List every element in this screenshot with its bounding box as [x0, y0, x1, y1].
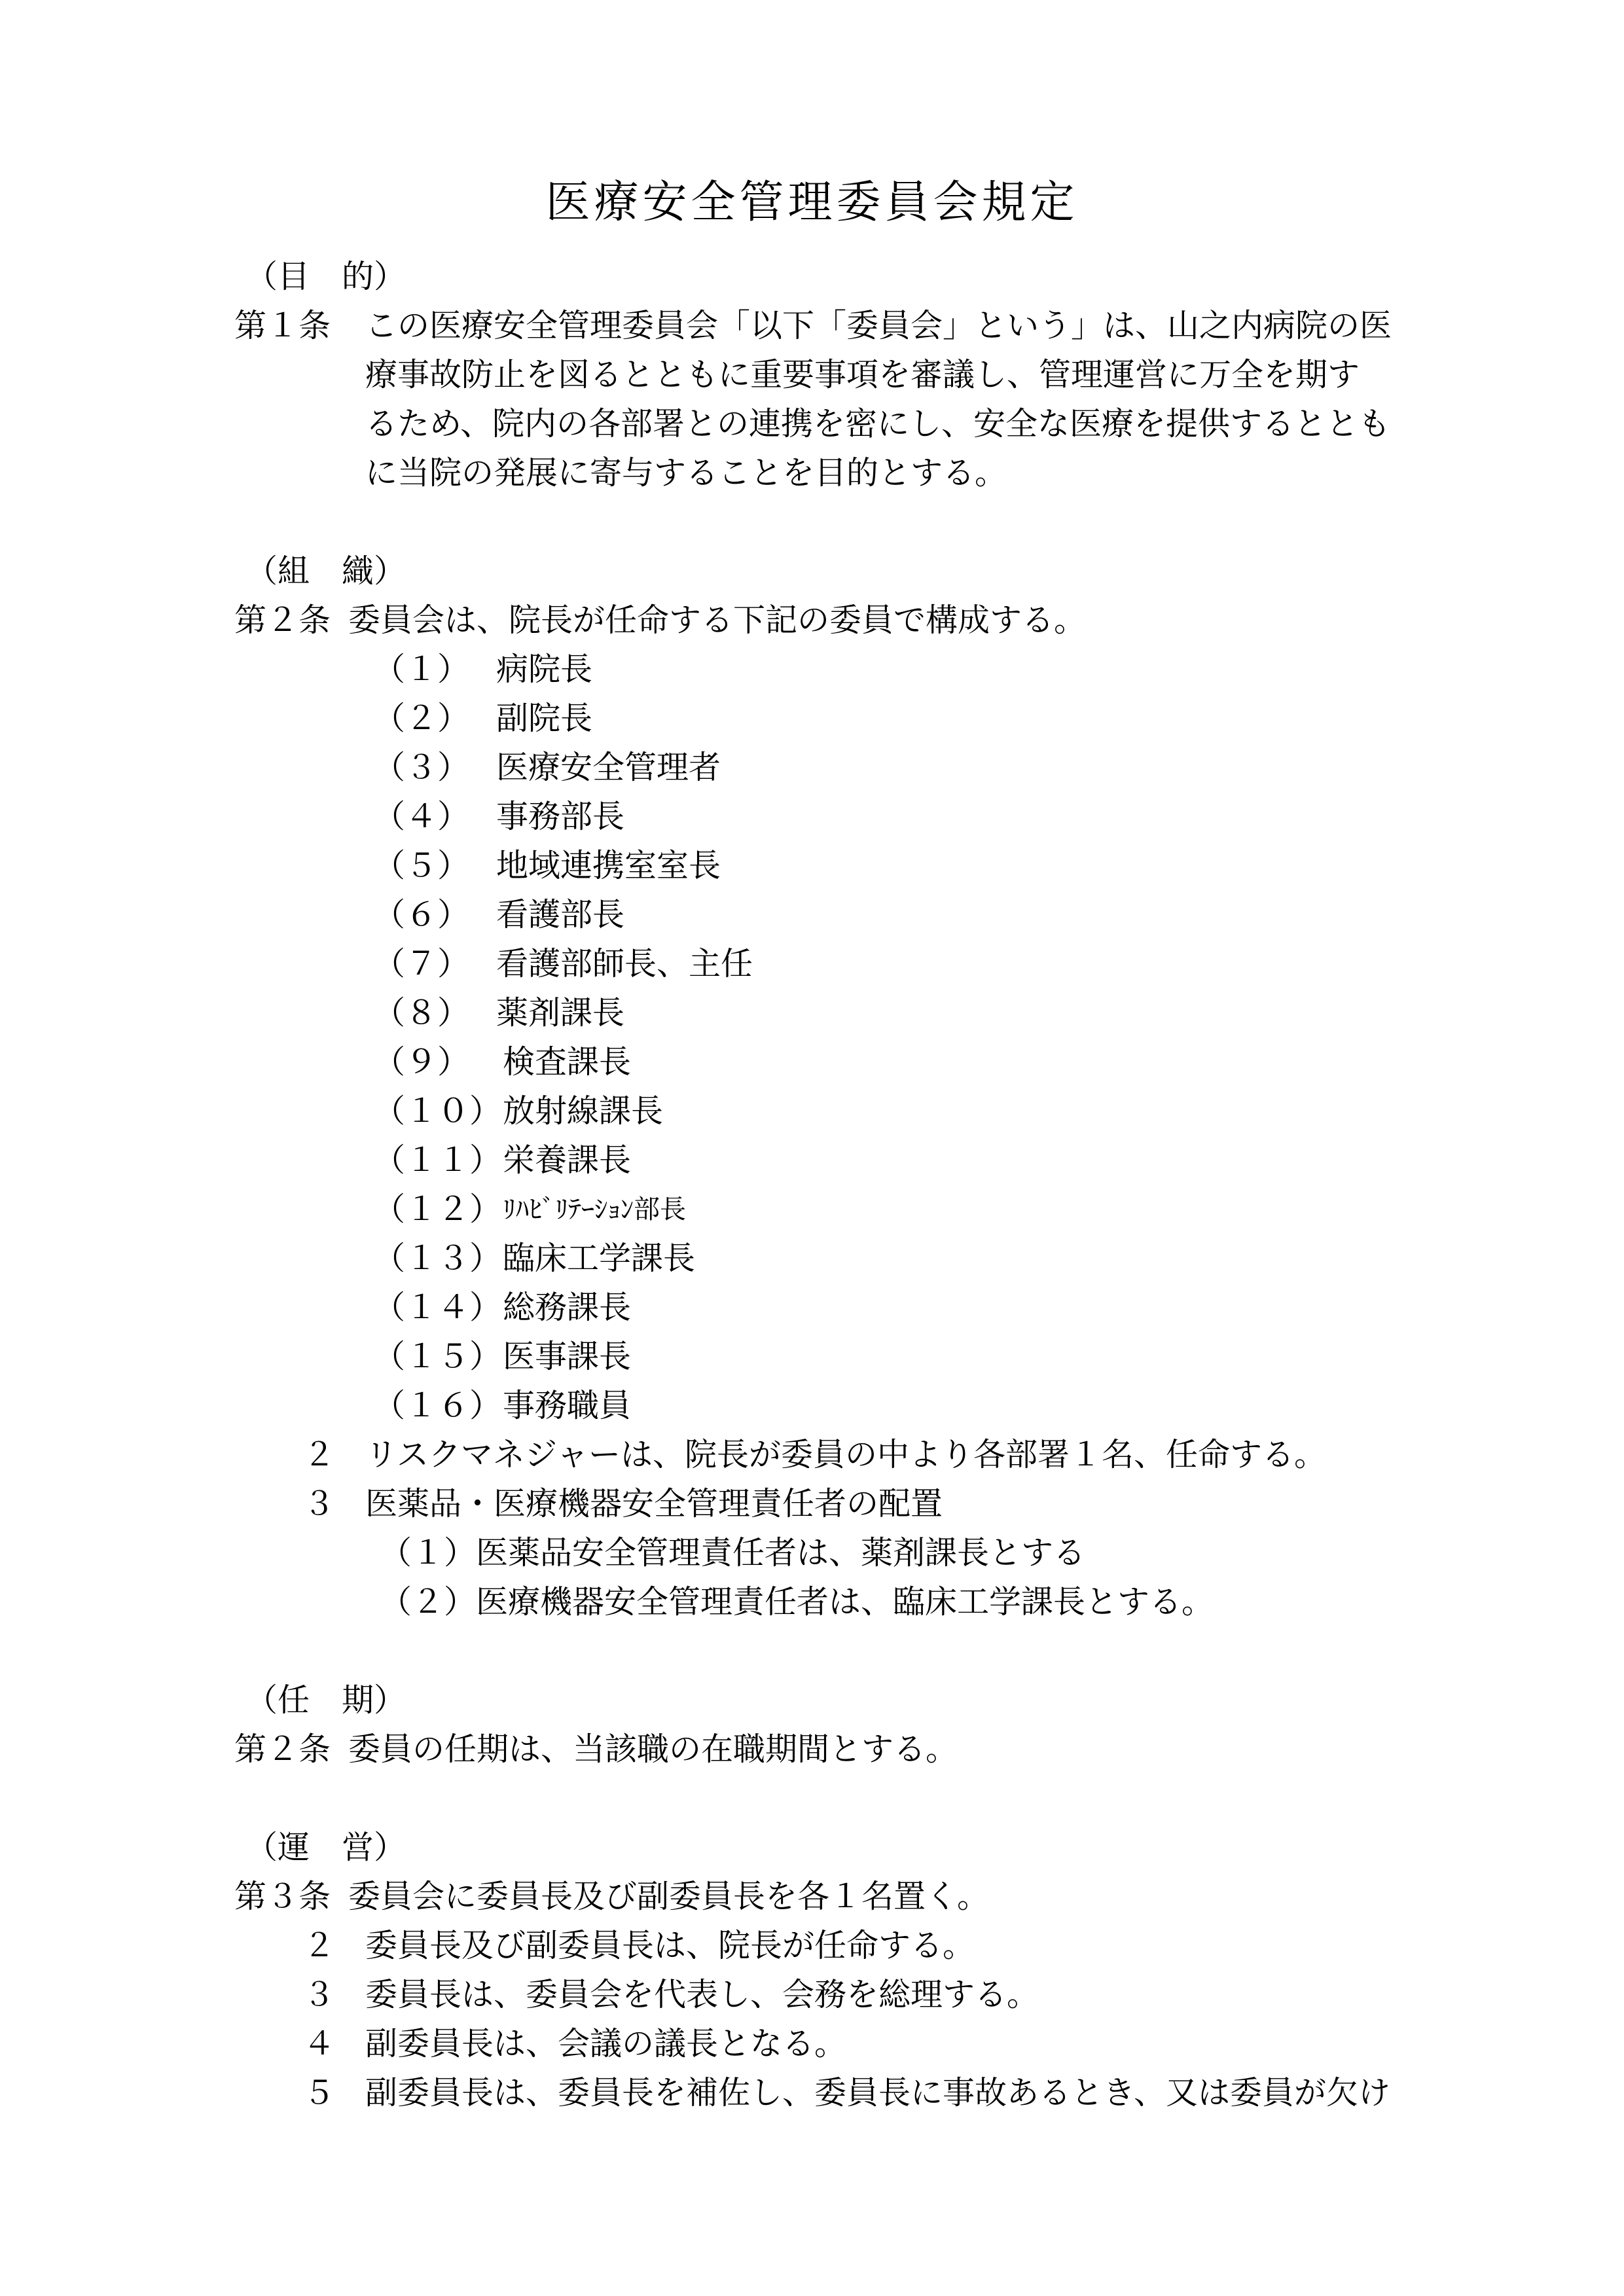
purpose-text-line: この医療安全管理委員会「以下「委員会」という」は、山之内病院の医: [365, 307, 1392, 344]
clause-text: 医薬品・医療機器安全管理責任者の配置: [365, 1485, 943, 1522]
sub-clause-text: （２）医療機器安全管理責任者は、臨床工学課長とする。: [380, 1583, 1214, 1621]
member-number: （５）: [373, 847, 470, 884]
clause-number: ２: [303, 1927, 336, 1964]
member-number: （１０）: [373, 1092, 502, 1130]
member-number: （９）: [373, 1043, 470, 1081]
article-label: 第２条: [234, 601, 331, 639]
clause-number: ２: [303, 1436, 336, 1473]
clause-number: ３: [303, 1976, 336, 2013]
member-number: （３）: [373, 749, 470, 786]
member-name: ﾘﾊﾋﾞﾘﾃｰｼｮﾝ部長: [503, 1194, 686, 1225]
clause-text: 委員長は、委員会を代表し、会務を総理する。: [365, 1976, 1039, 2013]
clause-text: リスクマネジャーは、院長が委員の中より各部署１名、任命する。: [365, 1436, 1327, 1473]
member-name: 放射線課長: [503, 1092, 664, 1130]
member-number: （２）: [373, 700, 470, 737]
clause-number: ５: [303, 2074, 336, 2111]
clause-number: ３: [303, 1485, 336, 1522]
member-name: 事務部長: [496, 798, 625, 835]
purpose-text-line: に当院の発展に寄与することを目的とする。: [365, 454, 1007, 492]
document-title: 医療安全管理委員会規定: [545, 177, 1079, 228]
member-name: 栄養課長: [503, 1141, 632, 1179]
section-heading-term: （任 期）: [245, 1681, 406, 1719]
member-name: 薬剤課長: [496, 994, 625, 1031]
member-number: （１）: [373, 651, 470, 688]
clause-text: 副委員長は、会議の議長となる。: [365, 2025, 847, 2062]
member-number: （１１）: [373, 1141, 502, 1179]
purpose-text-line: るため、院内の各部署との連携を密にし、安全な医療を提供するととも: [365, 405, 1391, 442]
member-number: （１２）: [373, 1191, 502, 1228]
member-name: 病院長: [496, 651, 593, 688]
member-number: （７）: [373, 945, 470, 982]
operation-text: 委員会に委員長及び副委員長を各１名置く。: [348, 1878, 990, 1915]
member-name: 看護部長: [496, 896, 625, 933]
article-label: 第１条: [234, 307, 331, 344]
article-label: 第２条: [234, 1731, 331, 1768]
member-name: 副院長: [496, 700, 593, 737]
member-number: （１６）: [373, 1387, 502, 1424]
member-name: 総務課長: [503, 1289, 632, 1326]
member-number: （１４）: [373, 1289, 502, 1326]
member-number: （４）: [373, 798, 470, 835]
member-name: 医事課長: [503, 1338, 632, 1375]
member-number: （１３）: [373, 1240, 502, 1277]
section-heading-operation: （運 営）: [245, 1829, 406, 1866]
member-name: 医療安全管理者: [496, 749, 721, 786]
term-text: 委員の任期は、当該職の在職期間とする。: [348, 1731, 958, 1768]
member-name: 臨床工学課長: [503, 1240, 696, 1277]
sub-clause-text: （１）医薬品安全管理責任者は、薬剤課長とする: [380, 1534, 1086, 1571]
article-label: 第３条: [234, 1878, 331, 1915]
member-number: （１５）: [373, 1338, 502, 1375]
clause-text: 委員長及び副委員長は、院長が任命する。: [365, 1927, 975, 1964]
member-name: 看護部師長、主任: [496, 945, 753, 982]
clause-number: ４: [303, 2025, 336, 2062]
member-name: 地域連携室室長: [496, 847, 721, 884]
purpose-text-line: 療事故防止を図るとともに重要事項を審議し、管理運営に万全を期す: [365, 356, 1360, 393]
member-number: （８）: [373, 994, 470, 1031]
organization-text: 委員会は、院長が任命する下記の委員で構成する。: [348, 601, 1087, 639]
clause-text: 副委員長は、委員長を補佐し、委員長に事故あるとき、又は委員が欠け: [365, 2074, 1391, 2111]
member-name: 検査課長: [503, 1043, 632, 1081]
member-number: （６）: [373, 896, 470, 933]
member-name: 事務職員: [503, 1387, 632, 1424]
section-heading-purpose: （目 的）: [245, 258, 406, 295]
section-heading-organization: （組 織）: [245, 552, 406, 590]
